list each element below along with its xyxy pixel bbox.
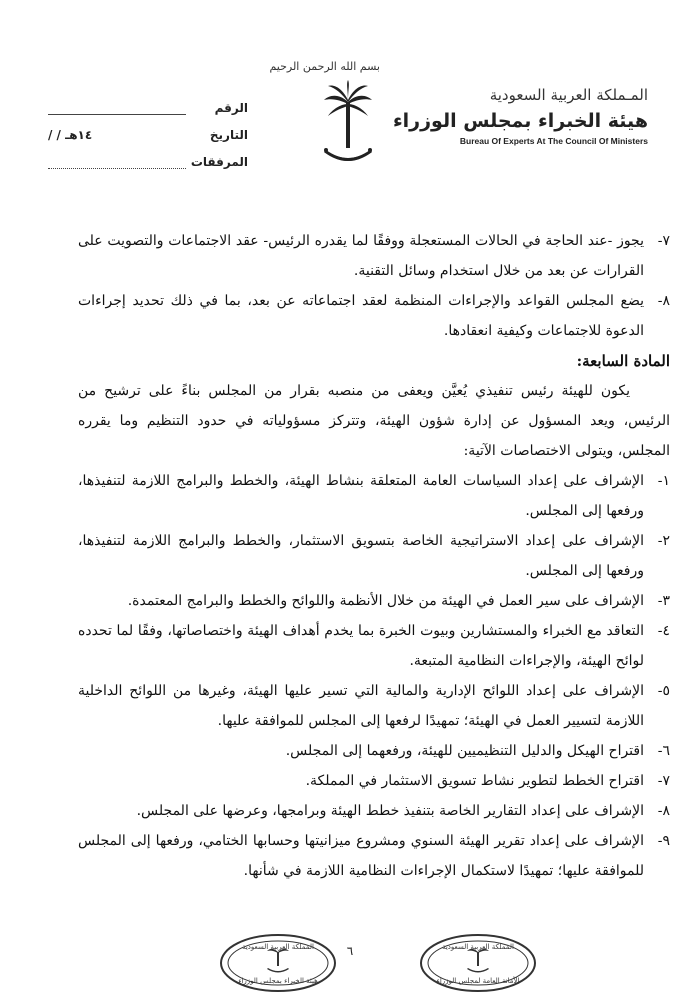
list-item	[78, 586, 670, 616]
list-item	[78, 676, 670, 736]
bureau-title: هيئة الخبراء بمجلس الوزراء	[392, 110, 648, 132]
item-number: ٩-	[657, 833, 670, 849]
item-text: يضع المجلس القواعد والإجراءات المنظمة لعقد اجتماعاته عن بعد، بما في ذلك تحديد إجراءات الدعوة للاجتماعات وكيفية انعقادها.	[78, 293, 644, 339]
item-text: التعاقد مع الخبراء والمستشارين وبيوت الخبرة بما يخدم أهداف الهيئة واختصاصاتها، وفقًا لما تحدده لوائح الهيئة، والإجراءات النظامية المتبعة.	[78, 623, 644, 669]
letterhead-right	[392, 86, 648, 146]
document-body	[78, 226, 670, 886]
list-item	[78, 226, 670, 286]
list-item	[78, 616, 670, 676]
attachments-line	[48, 158, 186, 169]
number-label: الرقم	[214, 101, 248, 115]
number-field	[48, 88, 248, 115]
item-text: الإشراف على سير العمل في الهيئة من خلال الأنظمة واللوائح والخطط والبرامج المعتمدة.	[127, 593, 644, 609]
seal-stamp-right-icon	[418, 932, 538, 994]
list-item	[78, 526, 670, 586]
reference-fields	[48, 88, 248, 169]
list-item	[78, 826, 670, 886]
list-item	[78, 796, 670, 826]
item-number: ٤-	[657, 623, 670, 639]
item-number: ٥-	[657, 683, 670, 699]
item-text: الإشراف على إعداد الاستراتيجية الخاصة بتسويق الاستثمار، والخطط والبرامج اللازمة لتنفيذها، ورفعها إلى المجلس.	[78, 533, 644, 579]
date-label: التاريخ	[209, 128, 248, 142]
kingdom-title: المـملكة العربية السعودية	[489, 86, 648, 104]
list-item	[78, 736, 670, 766]
item-text: الإشراف على إعداد السياسات العامة المتعلقة بنشاط الهيئة، والخطط والبرامج اللازمة لتنفيذها، ورفعها إلى المجلس.	[78, 473, 644, 519]
item-text: الإشراف على إعداد تقرير الهيئة السنوي ومشروع ميزانيتها وحسابها الختامي، ورفعها إلى المجلس للموافقة عليها؛ تمهيدًا لاستكمال الإجراءات النظامية اللازمة في شأنها.	[78, 833, 644, 879]
item-number: ٧-	[657, 773, 670, 789]
item-number: ٧-	[657, 233, 670, 249]
item-text: يجوز -عند الحاجة في الحالات المستعجلة ووفقًا لما يقدره الرئيس- عقد الاجتماعات والتصويت على القرارات عن بعد من خلال استخدام وسائل التقنية.	[78, 233, 644, 279]
page-number: ٦	[346, 944, 354, 958]
item-number: ١-	[657, 473, 670, 489]
list-item	[78, 766, 670, 796]
list-item	[78, 466, 670, 526]
item-number: ٣-	[657, 593, 670, 609]
palm-swords-emblem-icon	[318, 80, 378, 170]
item-number: ٢-	[657, 533, 670, 549]
seal-left-top-text: المملكة العربية السعودية	[242, 943, 314, 951]
seal-left-bottom-text: هيئة الخبراء بمجلس الوزراء	[238, 977, 318, 985]
item-number: ٦-	[657, 743, 670, 759]
date-field	[48, 115, 248, 142]
date-value: / / ١٤هـ	[48, 128, 93, 142]
article-intro: يكون للهيئة رئيس تنفيذي يُعيَّن ويعفى من منصبه بقرار من المجلس بناءً على ترشيح من الرئيس، ويعد المسؤول عن إدارة شؤون الهيئة، وتتركز مسؤولياته في حدود التنظيم وما يقرره المجلس، ويتولى الاختصاصات الآتية:	[78, 383, 670, 459]
item-number: ٨-	[657, 803, 670, 819]
seal-stamp-left-icon	[218, 932, 338, 994]
item-text: اقتراح الخطط لتطوير نشاط تسويق الاستثمار في المملكة.	[305, 773, 644, 789]
attachments-label: المرفقات	[190, 155, 248, 169]
number-line	[48, 104, 186, 115]
bureau-title-english: Bureau Of Experts At The Council Of Ministers	[459, 136, 648, 146]
seal-right-top-text: المملكة العربية السعودية	[442, 943, 514, 951]
item-text: الإشراف على إعداد التقارير الخاصة بتنفيذ خطط الهيئة وبرامجها، وعرضها على المجلس.	[136, 803, 644, 819]
article-title: المادة السابعة:	[576, 352, 670, 370]
attachments-field	[48, 142, 248, 169]
item-text: اقتراح الهيكل والدليل التنظيميين للهيئة، ورفعهما إلى المجلس.	[285, 743, 644, 759]
seal-right-bottom-text: الأمانة العامة لمجلس الوزراء	[436, 977, 520, 985]
basmala: بسم الله الرحمن الرحيم	[269, 60, 380, 73]
item-text: الإشراف على إعداد اللوائح الإدارية والمالية التي تسير عليها الهيئة، وغيرها من اللوائح الداخلية اللازمة لتسيير العمل في الهيئة؛ تمهيدًا لرفعها إلى المجلس للموافقة عليها.	[78, 683, 644, 729]
list-item	[78, 286, 670, 346]
item-number: ٨-	[657, 293, 670, 309]
